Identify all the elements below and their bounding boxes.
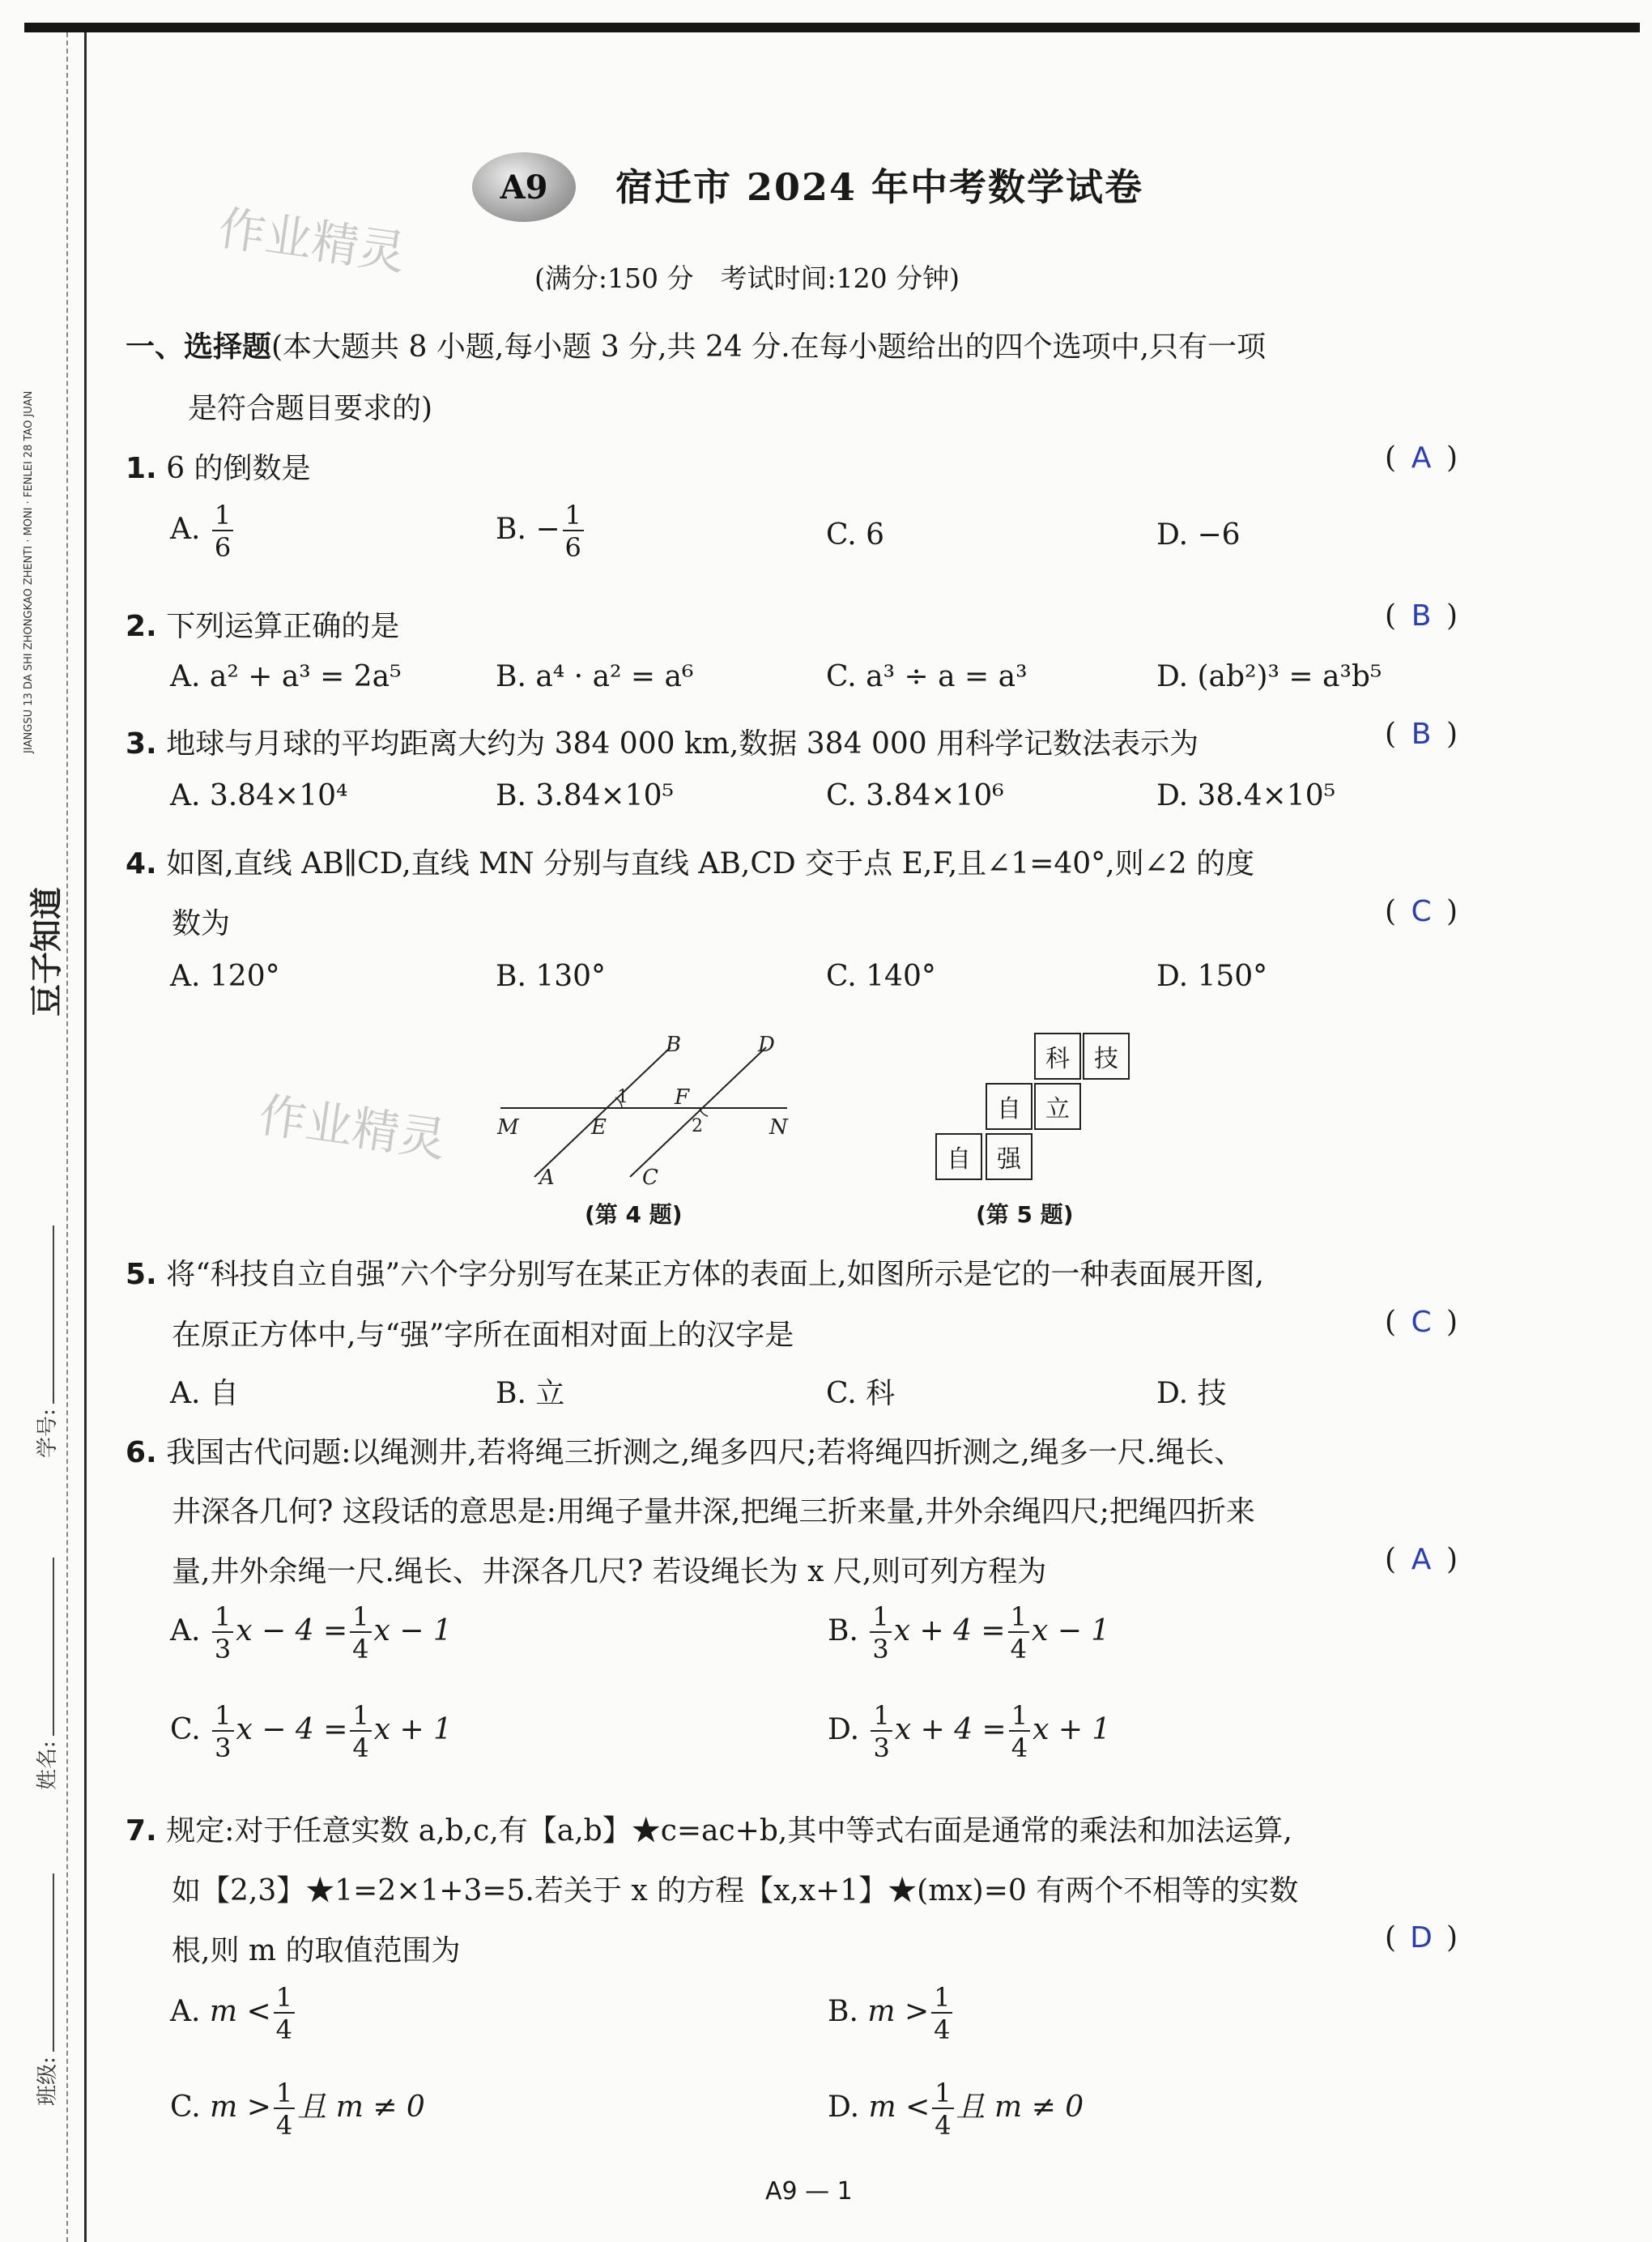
label-angle-1: 1: [617, 1087, 628, 1107]
answer-q2: ( B ): [1385, 599, 1458, 633]
denominator: 4: [352, 1634, 369, 1664]
field-class-label: 班级:: [36, 2057, 60, 2106]
question-number: 6.: [126, 1436, 157, 1469]
label-angle-2: 2: [692, 1116, 703, 1136]
option-c: C. a³ ÷ a = a³: [826, 660, 1028, 693]
numerator: 1: [212, 502, 233, 531]
numerator: 1: [350, 1604, 371, 1633]
top-border-bar: [24, 23, 1640, 32]
question-text: 地球与月球的平均距离大约为 384 000 km,数据 384 000 用科学记数法表示为: [166, 727, 1199, 761]
label-c: C: [642, 1166, 658, 1187]
answer-value: D: [1410, 1921, 1433, 1954]
answer-value: C: [1411, 1306, 1432, 1339]
fraction: [350, 1601, 371, 1664]
question-1: [126, 445, 311, 487]
option-expr: m <: [868, 2091, 930, 2124]
option-b: [828, 1984, 955, 2043]
denominator: 4: [1011, 1733, 1028, 1763]
answer-q6: ( A ): [1385, 1543, 1458, 1576]
question-number: 3.: [126, 727, 157, 761]
paper-title: 宿迁市 2024 年中考数学试卷: [615, 165, 1144, 209]
option-expr: x + 4 =: [893, 1614, 1006, 1647]
denominator: 3: [873, 1733, 890, 1763]
label-b: B: [666, 1033, 682, 1057]
option-label: B.: [496, 513, 526, 546]
numerator: 1: [931, 1984, 952, 2014]
option-c: C. 6: [826, 518, 885, 552]
option-expr: x − 4 =: [236, 1713, 348, 1746]
option-expr: 且 m ≠ 0: [297, 2091, 425, 2124]
option-expr: 且 m ≠ 0: [956, 2091, 1084, 2124]
option-label: A.: [170, 1995, 201, 2028]
option-label: B.: [828, 1614, 858, 1647]
net-cell: 强: [986, 1133, 1032, 1180]
question-6: [126, 1430, 1243, 1471]
paper-subtitle: (满分:150 分 考试时间:120 分钟): [534, 262, 960, 294]
denominator: 4: [275, 2110, 293, 2141]
question-5: [126, 1251, 1264, 1293]
net-cell: 立: [1034, 1083, 1081, 1130]
option-b: [496, 500, 586, 563]
label-e: E: [591, 1115, 607, 1140]
denominator: 3: [215, 1733, 232, 1763]
question-text-2: 井深各几何? 这段话的意思是:用绳子量井深,把绳三折来量,井外余绳四尺;把绳四折来: [172, 1495, 1255, 1528]
numerator: 1: [871, 1703, 892, 1732]
paper-badge: A9: [472, 152, 576, 222]
question-text-2: 在原正方体中,与“强”字所在面相对面上的汉字是: [172, 1319, 794, 1352]
question-text: 下列运算正确的是: [166, 610, 400, 643]
option-a: [170, 1984, 297, 2043]
watermark: 作业精灵: [215, 200, 409, 281]
fraction: [212, 1700, 233, 1763]
section-heading: [126, 324, 1266, 365]
section-title: 一、选择题: [126, 330, 272, 364]
label-f: F: [675, 1085, 690, 1110]
option-b: B. 3.84×10⁵: [496, 779, 674, 812]
denominator: 4: [935, 2110, 952, 2141]
question-3: [126, 721, 1199, 762]
option-c: [170, 2078, 425, 2141]
watermark: 作业精灵: [255, 1087, 449, 1168]
denominator: 6: [214, 532, 232, 563]
option-expr: x − 1: [1031, 1614, 1110, 1647]
option-expr: x − 1: [373, 1614, 452, 1647]
option-expr: x + 1: [373, 1713, 453, 1746]
option-label: C.: [170, 2091, 201, 2124]
numerator: 1: [350, 1703, 371, 1732]
denominator: 4: [275, 2014, 293, 2045]
answer-q5: ( C ): [1385, 1306, 1458, 1339]
option-label: A.: [170, 513, 201, 546]
question-text: 我国古代问题:以绳测井,若将绳三折测之,绳多四尺;若将绳四折测之,绳多一尺.绳长、: [166, 1436, 1244, 1469]
fraction: [871, 1700, 892, 1763]
option-c: C. 科: [826, 1377, 896, 1410]
question-4: [126, 841, 1254, 882]
fraction: [212, 500, 233, 563]
question-text: 规定:对于任意实数 a,b,c,有【a,b】★c=ac+b,其中等式右面是通常的乘法和加法运算,: [166, 1814, 1292, 1848]
numerator: 1: [1009, 1703, 1030, 1732]
option-expr: x + 4 =: [894, 1713, 1007, 1746]
answer-q1: ( A ): [1385, 441, 1458, 475]
option-d: D. 150°: [1156, 960, 1268, 993]
numerator: 1: [932, 2080, 953, 2109]
question-2: [126, 603, 399, 645]
option-d: D. 38.4×10⁵: [1156, 779, 1336, 812]
denominator: 4: [934, 2014, 951, 2045]
option-a: A. 3.84×10⁴: [170, 779, 348, 812]
answer-value: A: [1411, 441, 1432, 475]
label-n: N: [769, 1115, 788, 1140]
numerator: 1: [274, 1984, 295, 2014]
fraction: [870, 1601, 891, 1664]
option-d: [828, 2078, 1084, 2141]
fraction: [212, 1601, 233, 1664]
label-a: A: [539, 1166, 555, 1187]
answer-q7: ( D ): [1385, 1921, 1458, 1954]
question-number: 1.: [126, 452, 157, 485]
option-c: [170, 1700, 453, 1763]
option-a: [170, 1601, 452, 1664]
option-b: [828, 1601, 1110, 1664]
denominator: 6: [564, 532, 581, 563]
question-text: 将“科技自立自强”六个字分别写在某正方体的表面上,如图所示是它的一种表面展开图,: [166, 1258, 1264, 1291]
option-d: D. (ab²)³ = a³b⁵: [1156, 660, 1382, 693]
denominator: 3: [872, 1634, 889, 1664]
option-d: D. 技: [1156, 1377, 1227, 1410]
field-name: [31, 1558, 61, 1790]
question-text: 6 的倒数是: [166, 452, 311, 485]
denominator: 4: [352, 1733, 369, 1763]
fraction: [350, 1700, 371, 1763]
page-number: A9 — 1: [765, 2177, 853, 2206]
answer-value: B: [1411, 599, 1432, 633]
question-text-2: 如【2,3】★1=2×1+3=5.若关于 x 的方程【x,x+1】★(mx)=0 有两个不相等的实数: [172, 1874, 1299, 1907]
label-d: D: [758, 1033, 775, 1057]
numerator: 1: [870, 1604, 891, 1633]
figure-5-caption: (第 5 题): [976, 1201, 1074, 1228]
option-b: B. 立: [496, 1377, 565, 1410]
net-cell: 技: [1083, 1033, 1130, 1080]
numerator: 1: [563, 502, 584, 531]
binding-brand: 豆子知道: [28, 887, 66, 1017]
option-expr: m >: [210, 2091, 271, 2124]
fraction: [932, 2078, 953, 2141]
field-name-label: 姓名:: [36, 1741, 60, 1790]
field-class: [31, 1873, 61, 2106]
answer-q4: ( C ): [1385, 895, 1458, 928]
option-a: A. 自: [170, 1377, 239, 1410]
answer-q3: ( B ): [1385, 718, 1458, 751]
fraction: [1008, 1601, 1029, 1664]
option-expr: m <: [209, 1995, 271, 2028]
answer-value: C: [1411, 895, 1432, 928]
section-desc: (本大题共 8 小题,每小题 3 分,共 24 分.在每小题给出的四个选项中,只有一项: [271, 330, 1267, 364]
fraction: [274, 2078, 295, 2141]
question-number: 4.: [126, 847, 157, 880]
option-a: A. a² + a³ = 2a⁵: [170, 660, 402, 693]
fraction: [563, 500, 584, 563]
question-7: [126, 1808, 1292, 1849]
question-text: 如图,直线 AB∥CD,直线 MN 分别与直线 AB,CD 交于点 E,F,且∠1=40°,则∠2 的度: [166, 847, 1255, 880]
binding-dash-line: [66, 32, 68, 2242]
net-cell: 自: [935, 1133, 982, 1180]
option-label: D.: [828, 1713, 860, 1746]
question-number: 5.: [126, 1258, 157, 1291]
option-b: B. 130°: [496, 960, 607, 993]
fraction: [1009, 1700, 1030, 1763]
field-number: [31, 1225, 61, 1458]
option-label: D.: [828, 2091, 860, 2124]
question-number: 7.: [126, 1814, 157, 1848]
net-cell: 科: [1034, 1033, 1081, 1080]
label-m: M: [497, 1115, 519, 1140]
option-d: [828, 1700, 1111, 1763]
option-a: A. 120°: [170, 960, 280, 993]
question-text-3: 量,井外余绳一尺.绳长、井深各几尺? 若设绳长为 x 尺,则可列方程为: [172, 1555, 1047, 1588]
figure-4-diagram: [486, 1033, 810, 1187]
option-d: D. −6: [1156, 518, 1241, 552]
question-text-2: 数为: [172, 907, 231, 940]
numerator: 1: [274, 2080, 295, 2109]
option-b: B. a⁴ · a² = a⁶: [496, 660, 694, 693]
option-a: [170, 500, 236, 563]
numerator: 1: [1008, 1604, 1029, 1633]
option-expr: x + 1: [1032, 1713, 1111, 1746]
denominator: 3: [214, 1634, 232, 1664]
option-expr: x − 4 =: [236, 1614, 348, 1647]
numerator: 1: [212, 1604, 233, 1633]
option-label: C.: [170, 1713, 201, 1746]
answer-value: A: [1411, 1543, 1432, 1576]
net-cell: 自: [986, 1083, 1032, 1130]
fraction: [274, 1984, 295, 2043]
denominator: 4: [1010, 1634, 1027, 1664]
binding-pinyin: JIANGSU 13 DA SHI ZHONGKAO ZHENTI · MONI · FENLEI 28 TAO JUAN: [23, 390, 35, 753]
option-c: C. 140°: [826, 960, 936, 993]
figure-4-caption: (第 4 题): [585, 1201, 683, 1228]
option-label: B.: [828, 1995, 858, 2028]
section-desc-2: 是符合题目要求的): [188, 392, 433, 425]
field-number-label: 学号:: [36, 1409, 60, 1458]
option-label: A.: [170, 1614, 201, 1647]
option-c: C. 3.84×10⁶: [826, 779, 1004, 812]
answer-value: B: [1411, 718, 1432, 751]
margin-rule: [84, 32, 87, 2242]
option-expr: m >: [867, 1995, 930, 2028]
numerator: 1: [212, 1703, 233, 1732]
question-text-3: 根,则 m 的取值范围为: [172, 1934, 461, 1967]
question-number: 2.: [126, 610, 157, 643]
minus-sign: −: [535, 513, 560, 546]
fraction: [931, 1984, 952, 2043]
